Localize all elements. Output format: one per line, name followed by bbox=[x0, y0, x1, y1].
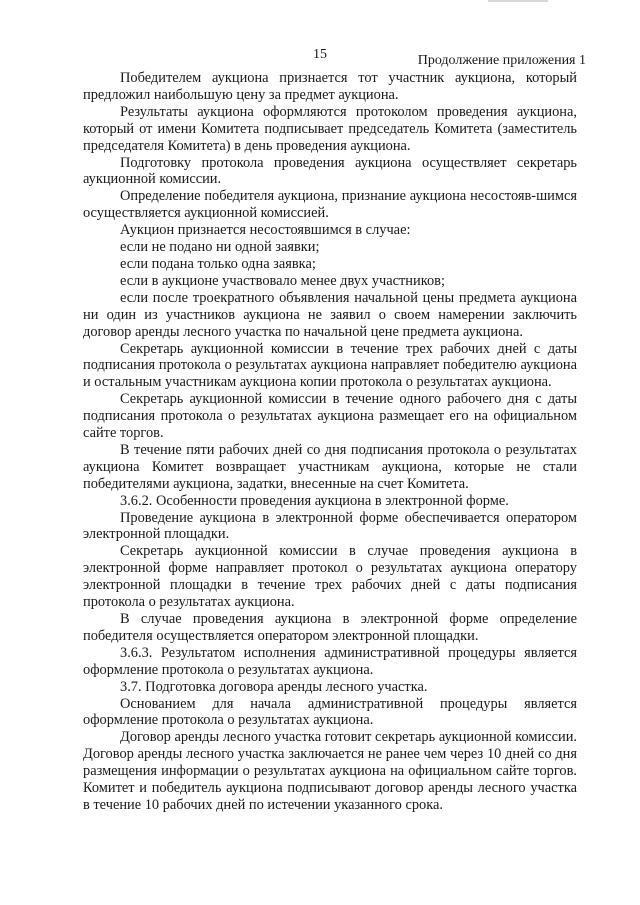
section-heading-3-6-2: 3.6.2. Особенности проведения аукциона в электронной форме. bbox=[120, 492, 509, 509]
paragraph-procedure-basis: Основанием для начала административной процедуры является оформление протокола о результатах аукциона. bbox=[83, 695, 577, 729]
list-item-fewer-than-two: если в аукционе участвовало менее двух участников; bbox=[120, 272, 445, 289]
paragraph-deposit-return: В течение пяти рабочих дней со дня подписания протокола о результатах аукциона Комитет возвращает участникам аукциона, которые не стали победителями аукциона, задатки, внесенные на счет Комитета. bbox=[83, 441, 577, 492]
appendix-label: Продолжение приложения 1 bbox=[417, 53, 586, 68]
paragraph-electronic-winner: В случае проведения аукциона в электронной форме определение победителя осуществляется оператором электронной площадки. bbox=[83, 611, 577, 644]
list-item-no-bids: если после троекратного объявления начальной цены предмета аукциона ни один из участников аукциона не заявил о своем намерении заключить договор аренды лесного участка по начальной цене предмета аукциона. bbox=[83, 289, 577, 340]
paragraph-electronic-protocol: Секретарь аукционной комиссии в случае проведения аукциона в электронной форме направляет протокол о результатах аукциона оператору электронной площадки в течение трех рабочих дней с даты подписания протокола о результатах аукциона. bbox=[83, 543, 577, 611]
paragraph-protocol-publication: Секретарь аукционной комиссии в течение одного рабочего дня с даты подписания протокола о результатах аукциона размещает его на официальном сайте торгов. bbox=[83, 391, 577, 442]
paragraph-winner-definition: Победителем аукциона признается тот участник аукциона, который предложил наибольшую цену за предмет аукциона. bbox=[83, 70, 577, 103]
paragraph-winner-determination: Определение победителя аукциона, признание аукциона несостояв-шимся осуществляется аукционной комиссией. bbox=[83, 188, 577, 222]
paragraph-results-protocol: Результаты аукциона оформляются протоколом проведения аукциона, который от имени Комитета подписывает председатель Комитета (заместитель председателя Комитета) в день проведения аукциона. bbox=[83, 103, 577, 154]
section-heading-3-7: 3.7. Подготовка договора аренды лесного участка. bbox=[120, 678, 428, 695]
paragraph-failed-auction-intro: Аукцион признается несостоявшимся в случае: bbox=[120, 222, 411, 239]
list-item-no-applications: если не подано ни одной заявки; bbox=[120, 239, 320, 256]
section-heading-3-6-3: 3.6.3. Результатом исполнения административной процедуры является оформление протокола о результатах аукциона. bbox=[83, 644, 577, 678]
paragraph-lease-agreement: Договор аренды лесного участка готовит секретарь аукционной комиссии. Договор аренды лесного участка заключается не ранее чем через 10 дней со дня размещения информации о результатах аукциона на официальном сайте торгов. Комитет и победитель аукциона подписывают договор аренды лесного участка в течение 10 рабочих дней по истечении указанного срока. bbox=[83, 729, 577, 813]
scan-edge-mark bbox=[488, 0, 548, 2]
paragraph-protocol-copies: Секретарь аукционной комиссии в течение трех рабочих дней с даты подписания протокола о результатах аукциона направляет победителю аукциона и остальным участникам аукциона копии протокола о результатах аукциона. bbox=[83, 340, 577, 391]
paragraph-electronic-operator: Проведение аукциона в электронной форме обеспечивается оператором электронной площадки. bbox=[83, 509, 577, 543]
page-number: 15 bbox=[313, 47, 327, 62]
list-item-one-application: если подана только одна заявка; bbox=[120, 255, 316, 272]
paragraph-protocol-preparation: Подготовку протокола проведения аукциона осуществляет секретарь аукционной комиссии. bbox=[83, 154, 577, 188]
document-body bbox=[83, 70, 577, 814]
